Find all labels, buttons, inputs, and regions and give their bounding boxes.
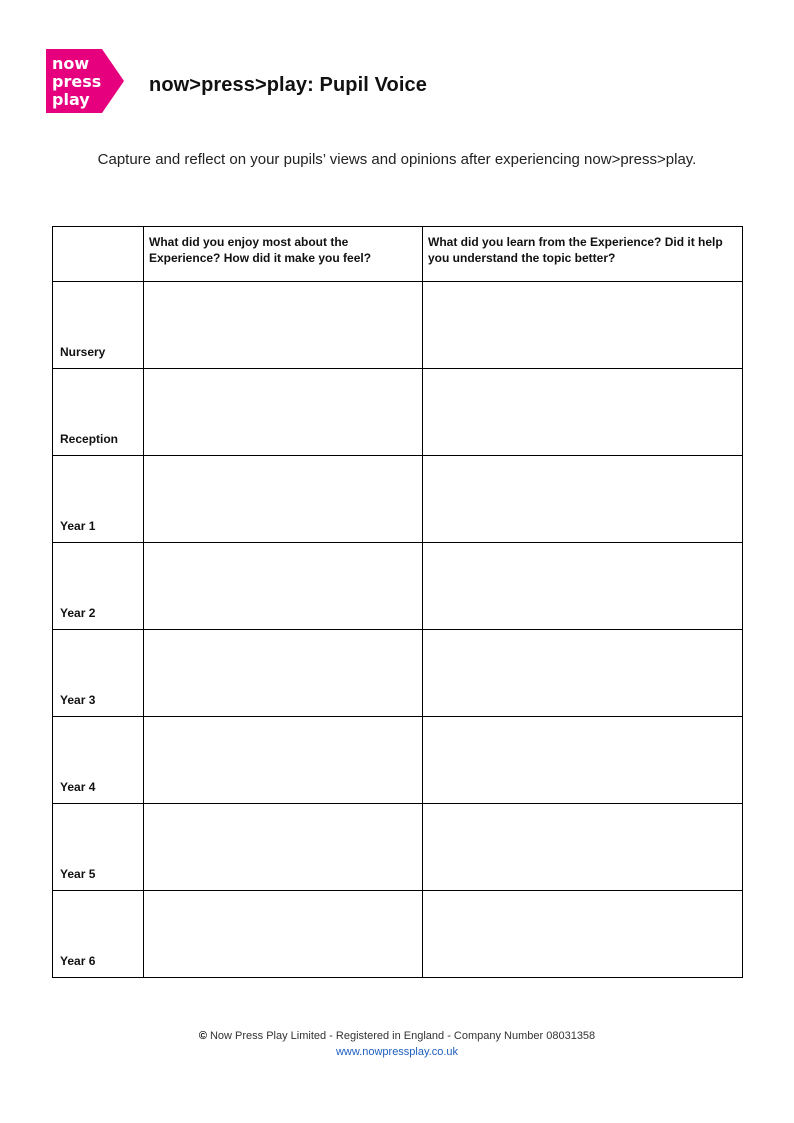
enjoyed-cell-year-4[interactable] <box>144 717 423 804</box>
table-row <box>53 630 743 717</box>
learned-cell-year-2[interactable] <box>423 543 743 630</box>
footer-company-line <box>0 1028 794 1044</box>
learned-cell-year-3[interactable] <box>423 630 743 717</box>
learned-cell-year-6[interactable] <box>423 891 743 978</box>
row-label-year-5: Year 5 <box>53 804 144 891</box>
enjoyed-cell-nursery[interactable] <box>144 282 423 369</box>
table-row <box>53 891 743 978</box>
table-row <box>53 456 743 543</box>
table-row <box>53 282 743 369</box>
enjoyed-cell-year-2[interactable] <box>144 543 423 630</box>
brand-logo <box>46 49 124 113</box>
row-label-year-1: Year 1 <box>53 456 144 543</box>
row-label-reception: Reception <box>53 369 144 456</box>
table-row <box>53 369 743 456</box>
footer-company-text: Now Press Play Limited - Registered in England - Company Number 08031358 <box>206 1030 596 1042</box>
play-arrow-logo-icon <box>46 49 124 113</box>
learned-cell-nursery[interactable] <box>423 282 743 369</box>
learned-cell-year-4[interactable] <box>423 717 743 804</box>
header-enjoyed-question: What did you enjoy most about the Experience? How did it make you feel? <box>144 227 423 282</box>
page-title: now>press>play: Pupil Voice <box>149 74 427 96</box>
table-row <box>53 717 743 804</box>
table-row <box>53 543 743 630</box>
logo-line-3: play <box>52 90 90 109</box>
logo-line-2: press <box>52 72 102 91</box>
learned-cell-year-5[interactable] <box>423 804 743 891</box>
row-label-year-6: Year 6 <box>53 891 144 978</box>
row-label-year-4: Year 4 <box>53 717 144 804</box>
learned-cell-year-1[interactable] <box>423 456 743 543</box>
row-label-nursery: Nursery <box>53 282 144 369</box>
pupil-voice-table <box>52 226 743 978</box>
intro-text: Capture and reflect on your pupils’ views and opinions after experiencing now>press>play. <box>97 151 697 168</box>
enjoyed-cell-year-5[interactable] <box>144 804 423 891</box>
enjoyed-cell-reception[interactable] <box>144 369 423 456</box>
copyright-icon: © <box>198 1030 207 1042</box>
header-learned-question: What did you learn from the Experience? Did it help you understand the topic better? <box>423 227 743 282</box>
website-link[interactable]: www.nowpressplay.co.uk <box>335 1046 459 1058</box>
enjoyed-cell-year-3[interactable] <box>144 630 423 717</box>
enjoyed-cell-year-1[interactable] <box>144 456 423 543</box>
table-header-row <box>53 227 743 282</box>
logo-line-1: now <box>52 54 90 73</box>
row-label-year-3: Year 3 <box>53 630 144 717</box>
page-footer <box>0 1028 794 1060</box>
enjoyed-cell-year-6[interactable] <box>144 891 423 978</box>
row-label-year-2: Year 2 <box>53 543 144 630</box>
header-year-group <box>53 227 144 282</box>
learned-cell-reception[interactable] <box>423 369 743 456</box>
table-row <box>53 804 743 891</box>
